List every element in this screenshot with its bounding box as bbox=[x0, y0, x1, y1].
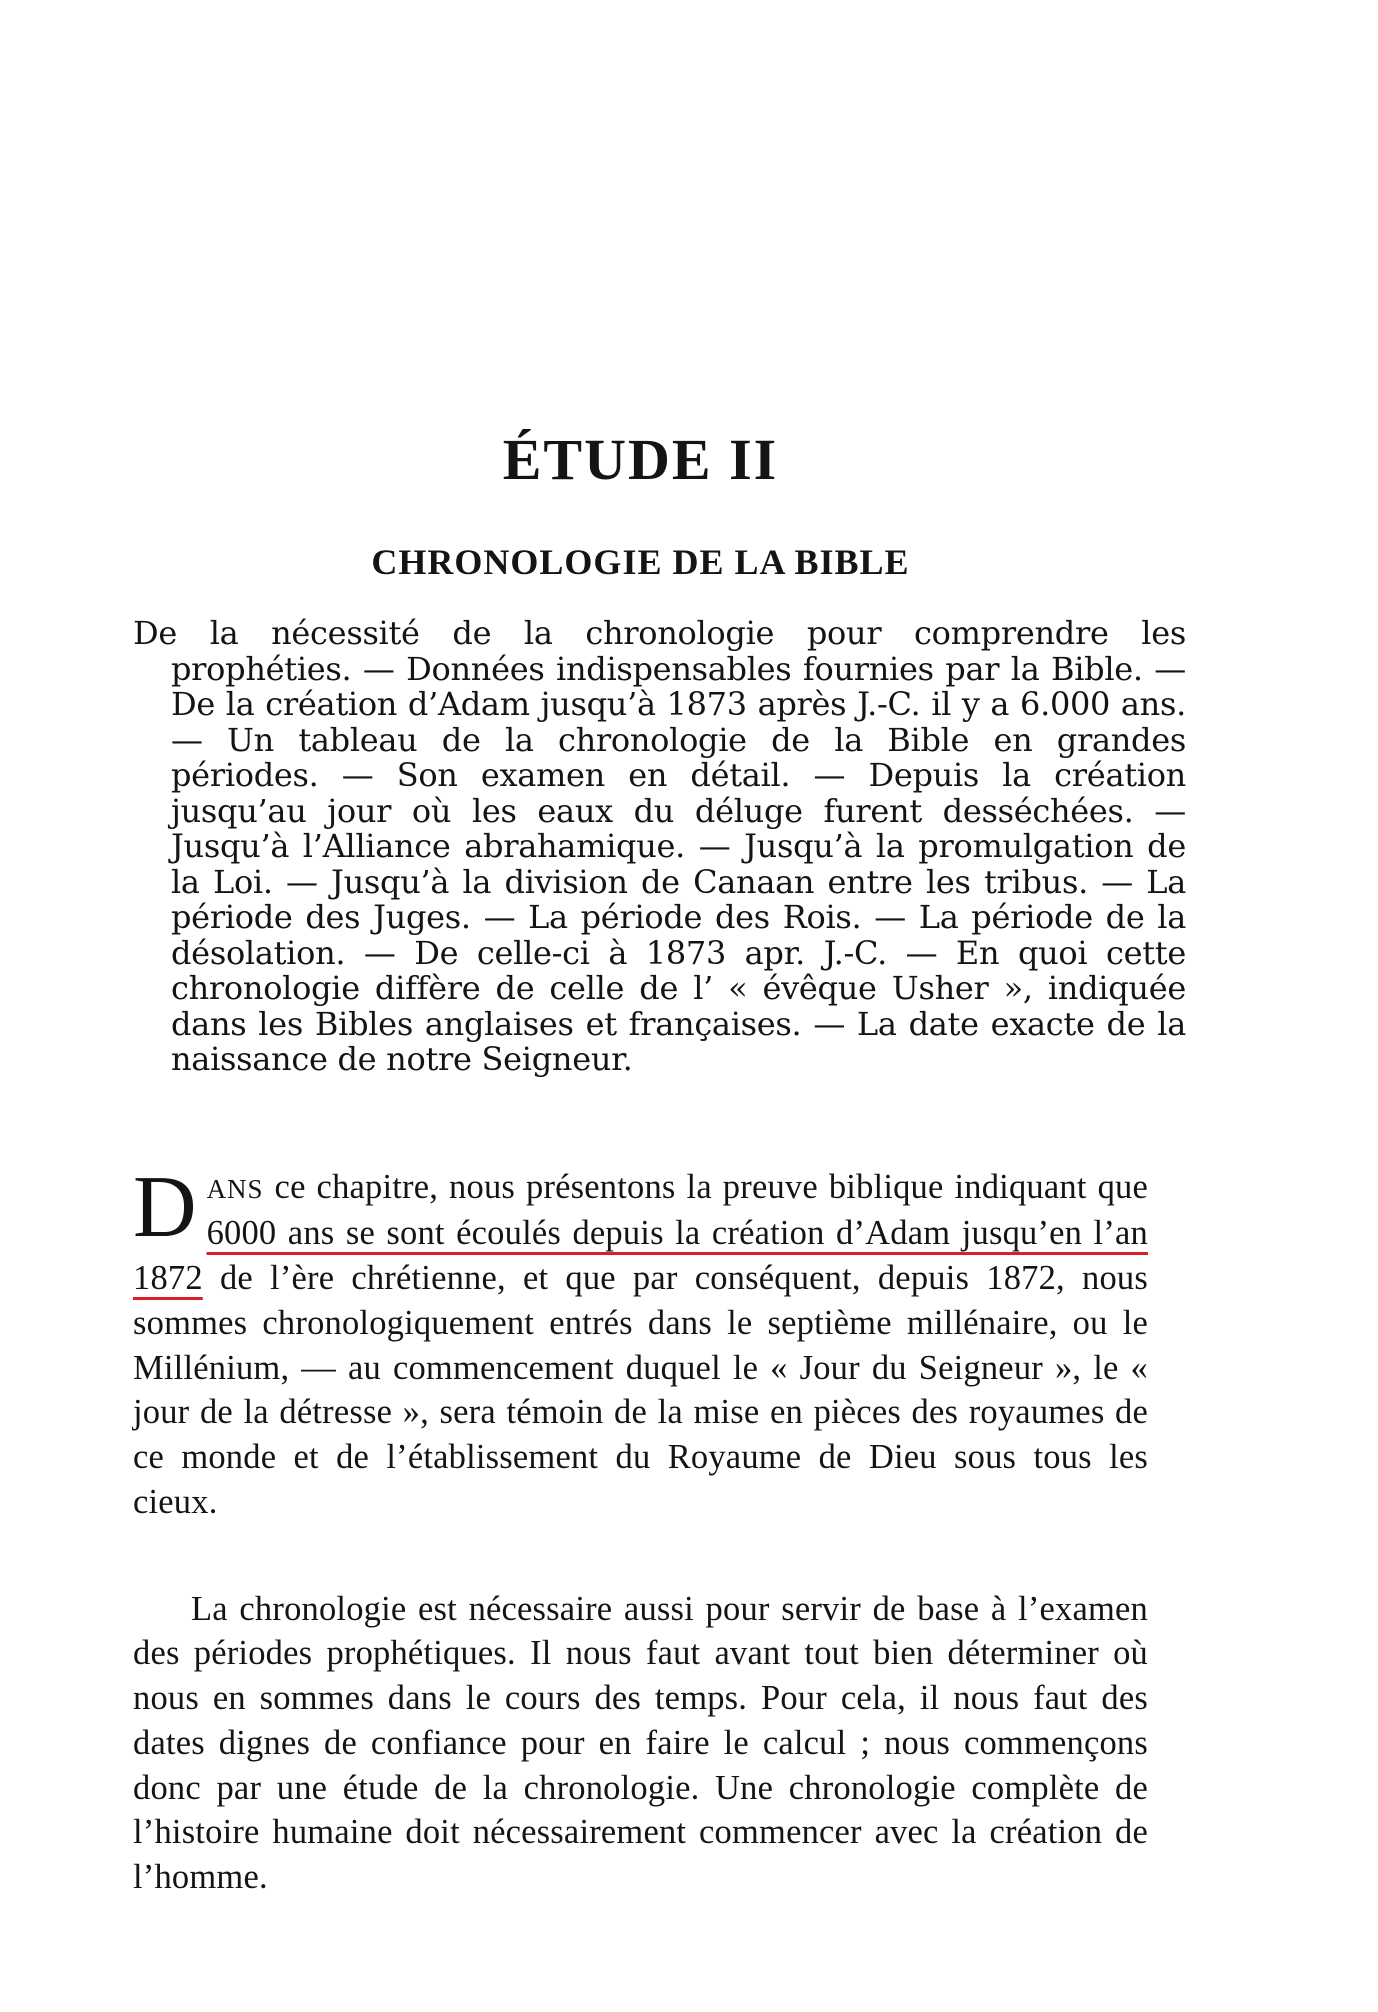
paragraph-intro bbox=[133, 1158, 1148, 1525]
paragraph-chronology: La chronologie est nécessaire aussi pour servir de base à l’examen des périodes prophétiques. Il nous faut avant tout bien déterminer où nous en sommes dans le cours des temps. Pour cela, il nous faut des dates dignes de confiance pour en faire le calcul ; nous commençons donc par une étude de la chronologie. Une chronologie complète de l’histoire humaine doit nécessairement commencer avec la création de l’homme. bbox=[133, 1589, 1148, 1897]
small-caps-lead: ANS bbox=[206, 1173, 264, 1204]
underlined-passage: 6000 ans se sont écoulés depuis la création d’Adam jusqu’en l’an 1872 bbox=[133, 1214, 1148, 1298]
intro-text-before: ce chapitre, nous présentons la preuve biblique indiquant que bbox=[263, 1167, 1148, 1206]
chapter-subtitle: CHRONOLOGIE DE LA BIBLE bbox=[371, 541, 910, 582]
drop-cap: D bbox=[133, 1158, 197, 1256]
intro-text-after: de l’ère chrétienne, et que par conséquent, depuis 1872, nous sommes chronologiquement entrés dans le septième millénaire, ou le Millénium, — au commencement duquel le « Jour du Seigneur », le « jour de la détresse », sera témoin de la mise en pièces des royaumes de ce monde et de l’établissement du Royaume de Dieu sous tous les cieux. bbox=[133, 1259, 1148, 1522]
chapter-title: ÉTUDE II bbox=[502, 426, 779, 492]
chapter-summary: De la nécessité de la chronologie pour comprendre les prophéties. — Données indispensables fournies par la Bible. — De la création d’Adam jusqu’à 1873 après J.-C. il y a 6.000 ans. — Un tableau de la chronologie de la Bible en grandes périodes. — Son examen en détail. — Depuis la création jusqu’au jour où les eaux du déluge furent desséchées. — Jusqu’à l’Alliance abrahamique. — Jusqu’à la promulgation de la Loi. — Jusqu’à la division de Canaan entre les tribus. — La période des Juges. — La période des Rois. — La période de la désolation. — De celle-ci à 1873 apr. J.-C. — En quoi cette chronologie diffère de celle de l’ « évêque Usher », indiquée dans les Bibles anglaises et françaises. — La date exacte de la naissance de notre Seigneur. bbox=[133, 614, 1186, 1078]
